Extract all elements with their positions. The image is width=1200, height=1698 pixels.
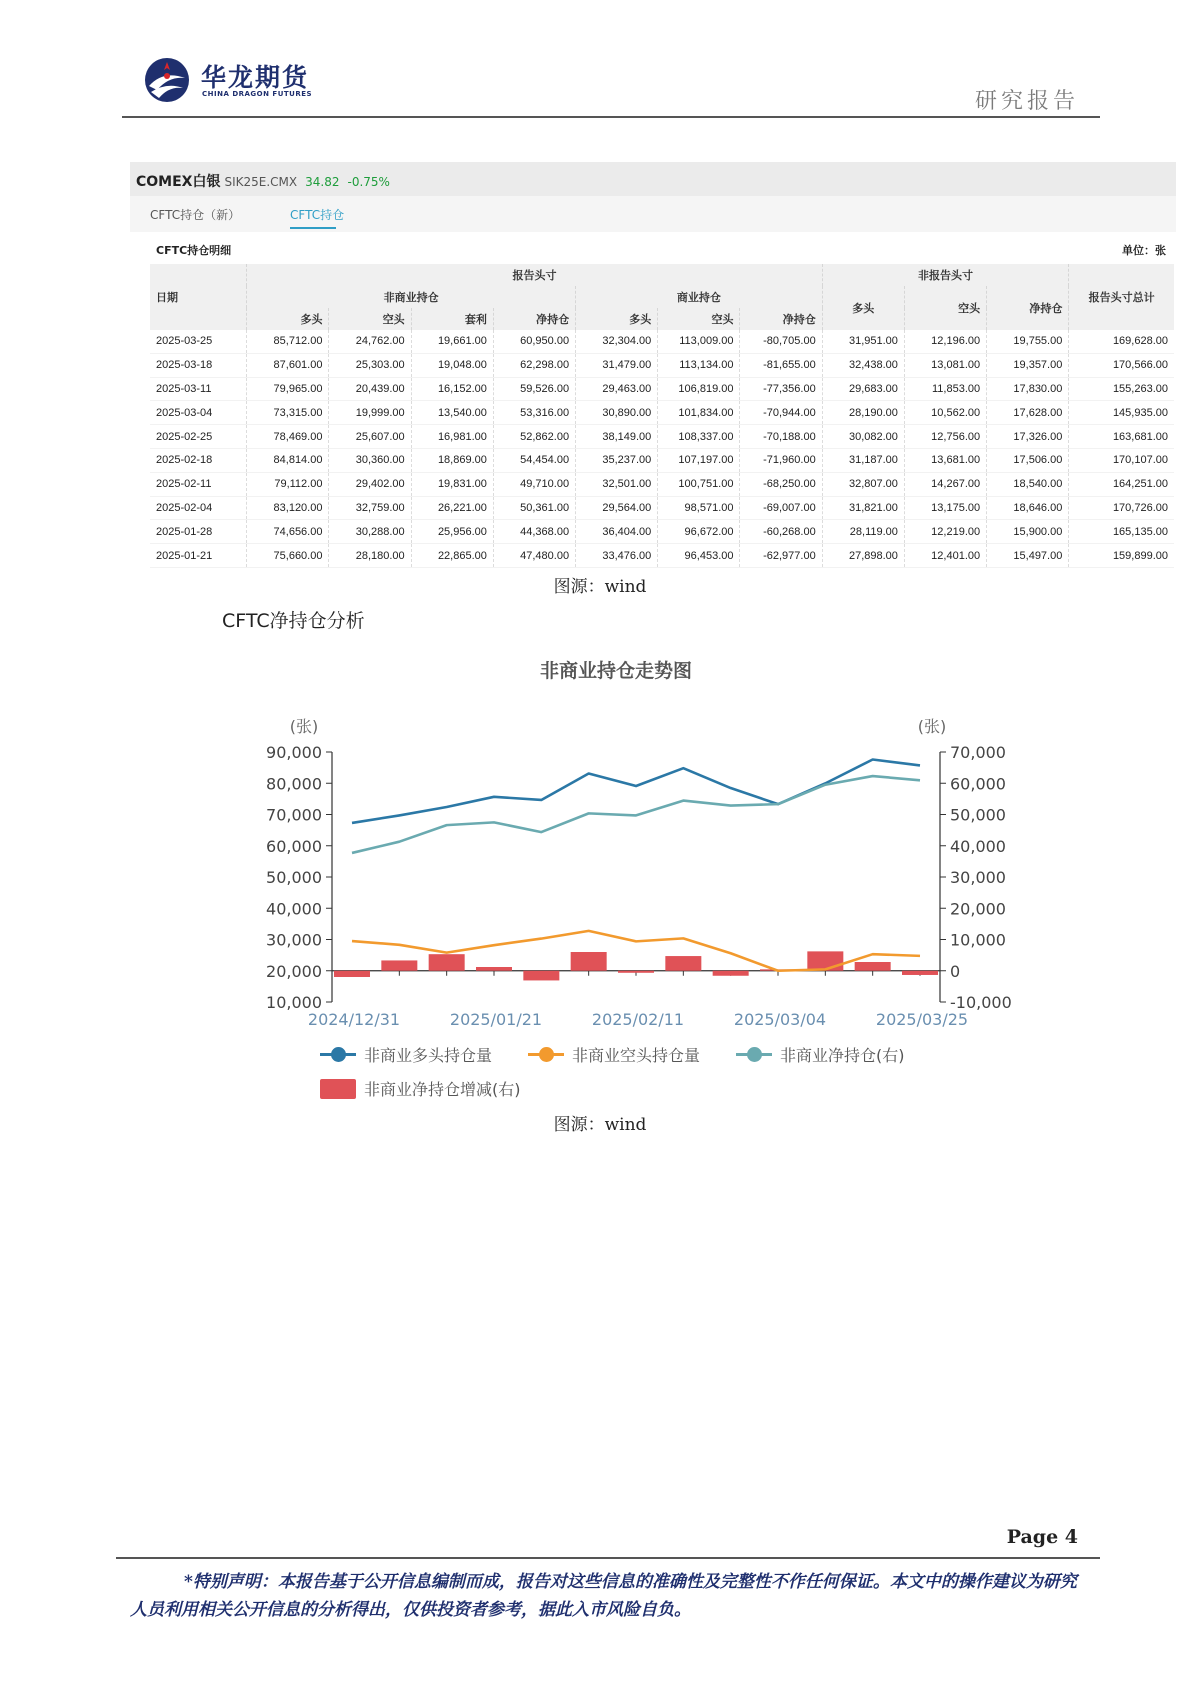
table-cell: 17,506.00 <box>987 448 1069 472</box>
instrument-code: SIK25E.CMX <box>224 175 298 189</box>
table-cell: 30,360.00 <box>329 448 411 472</box>
legend-marker <box>331 1047 346 1062</box>
table-cell: 52,862.00 <box>493 425 575 449</box>
table-cell: 10,562.00 <box>904 401 986 425</box>
col-total: 报告头寸总计 <box>1069 264 1174 330</box>
page-number: Page 4 <box>1006 1526 1078 1548</box>
col-nr-net: 净持仓 <box>987 286 1069 330</box>
table-cell: 50,361.00 <box>493 496 575 520</box>
col-c-net: 净持仓 <box>740 308 822 330</box>
legend-marker <box>320 1079 356 1099</box>
row-date: 2025-03-04 <box>150 401 247 425</box>
table-cell: 15,497.00 <box>987 544 1069 568</box>
instrument-change: -0.75% <box>347 175 390 189</box>
left-tick-label: 50,000 <box>266 868 322 887</box>
x-tick-label: 2025/02/11 <box>591 1010 685 1029</box>
row-date: 2025-02-25 <box>150 425 247 449</box>
table-cell: 165,135.00 <box>1069 520 1174 544</box>
table-cell: -71,960.00 <box>740 448 822 472</box>
table-cell: 19,755.00 <box>987 330 1069 353</box>
col-nr-long: 多头 <box>822 286 904 330</box>
table-cell: 24,762.00 <box>329 330 411 353</box>
table-cell: 28,180.00 <box>329 544 411 568</box>
table-cell: -69,007.00 <box>740 496 822 520</box>
table-cell: 18,646.00 <box>987 496 1069 520</box>
figure-source-caption-2: 图源：wind <box>553 1115 647 1135</box>
left-tick-label: 30,000 <box>266 930 322 950</box>
x-tick-label: 2024/12/31 <box>307 1010 401 1029</box>
left-tick-label: 20,000 <box>266 961 322 981</box>
table-cell: 53,316.00 <box>493 401 575 425</box>
net-change-bar <box>665 956 701 971</box>
table-cell: 17,326.00 <box>987 425 1069 449</box>
table-cell: 32,438.00 <box>822 353 904 377</box>
instrument-name: COMEX白银 <box>136 174 221 190</box>
table-cell: -70,944.00 <box>740 401 822 425</box>
table-cell: 54,454.00 <box>493 448 575 472</box>
net-change-bar <box>381 960 417 970</box>
col-group-non-reportable: 非报告头寸 <box>822 264 1069 286</box>
table-cell: 79,965.00 <box>247 377 329 401</box>
table-cell: 35,237.00 <box>576 448 658 472</box>
net-change-bar <box>713 971 749 976</box>
left-tick-label: 70,000 <box>266 805 322 825</box>
right-tick-label: 70,000 <box>950 743 1006 762</box>
table-cell: 145,935.00 <box>1069 401 1174 425</box>
left-tick-label: 90,000 <box>266 743 322 762</box>
table-cell: 13,175.00 <box>904 496 986 520</box>
col-nr-short: 空头 <box>904 286 986 330</box>
net-change-bar <box>476 967 512 971</box>
table-cell: 20,439.00 <box>329 377 411 401</box>
table-cell: 79,112.00 <box>247 472 329 496</box>
table-cell: 96,453.00 <box>658 544 740 568</box>
table-cell: 12,756.00 <box>904 425 986 449</box>
left-tick-label: 60,000 <box>266 836 322 856</box>
unit-label: 单位：张 <box>1122 244 1166 257</box>
brand-name: 华龙期货 <box>201 63 310 92</box>
right-tick-label: 60,000 <box>950 774 1006 794</box>
table-cell: 163,681.00 <box>1069 425 1174 449</box>
table-cell: 19,999.00 <box>329 401 411 425</box>
col-nc-long: 多头 <box>247 308 329 330</box>
table-cell: -62,977.00 <box>740 544 822 568</box>
table-cell: 17,628.00 <box>987 401 1069 425</box>
right-tick-label: 10,000 <box>950 930 1006 950</box>
table-cell: 31,951.00 <box>822 330 904 353</box>
report-type: 研究报告 <box>974 89 1079 114</box>
table-cell: 19,357.00 <box>987 353 1069 377</box>
row-date: 2025-03-25 <box>150 330 247 353</box>
table-cell: 32,501.00 <box>576 472 658 496</box>
table-cell: 170,107.00 <box>1069 448 1174 472</box>
legend-marker <box>747 1047 762 1062</box>
table-cell: 59,526.00 <box>493 377 575 401</box>
table-cell: 31,479.00 <box>576 353 658 377</box>
table-cell: 96,672.00 <box>658 520 740 544</box>
col-nc-spread: 套利 <box>411 308 493 330</box>
table-cell: 113,009.00 <box>658 330 740 353</box>
table-cell: 11,853.00 <box>904 377 986 401</box>
net-change-bar <box>807 951 843 970</box>
net-change-bar <box>618 971 654 973</box>
table-cell: -70,188.00 <box>740 425 822 449</box>
table-cell: 108,337.00 <box>658 425 740 449</box>
table-cell: 13,081.00 <box>904 353 986 377</box>
col-group-reportable: 报告头寸 <box>247 264 822 286</box>
table-cell: 29,402.00 <box>329 472 411 496</box>
row-date: 2025-02-04 <box>150 496 247 520</box>
table-cell: 13,681.00 <box>904 448 986 472</box>
table-cell: 28,190.00 <box>822 401 904 425</box>
section-heading: CFTC净持仓分析 <box>222 610 365 632</box>
table-cell: 44,368.00 <box>493 520 575 544</box>
table-cell: -60,268.00 <box>740 520 822 544</box>
right-tick-label: 20,000 <box>950 899 1006 919</box>
x-tick-label: 2025/03/04 <box>733 1010 827 1029</box>
right-axis-unit: (张) <box>917 717 947 736</box>
x-tick-label: 2025/01/21 <box>449 1010 543 1029</box>
table-cell: 60,950.00 <box>493 330 575 353</box>
legend-label: 非商业净持仓增减(右) <box>364 1080 521 1099</box>
right-tick-label: 40,000 <box>950 836 1006 856</box>
right-tick-label: -10,000 <box>950 993 1012 1012</box>
table-cell: 25,956.00 <box>411 520 493 544</box>
table-cell: 17,830.00 <box>987 377 1069 401</box>
table-cell: 30,288.00 <box>329 520 411 544</box>
row-date: 2025-03-18 <box>150 353 247 377</box>
legend-label: 非商业空头持仓量 <box>572 1046 701 1065</box>
left-axis-unit: (张) <box>289 717 319 736</box>
row-date: 2025-02-18 <box>150 448 247 472</box>
right-tick-label: 50,000 <box>950 805 1006 825</box>
table-cell: 47,480.00 <box>493 544 575 568</box>
table-cell: 16,152.00 <box>411 377 493 401</box>
instrument-price: 34.82 <box>305 175 340 189</box>
table-cell: 75,660.00 <box>247 544 329 568</box>
row-date: 2025-03-11 <box>150 377 247 401</box>
table-cell: 19,831.00 <box>411 472 493 496</box>
net-change-bar <box>855 962 891 971</box>
table-section-title: CFTC持仓明细 <box>156 244 232 257</box>
table-cell: 19,048.00 <box>411 353 493 377</box>
table-cell: 32,304.00 <box>576 330 658 353</box>
table-cell: 30,890.00 <box>576 401 658 425</box>
brand-english-name: CHINA DRAGON FUTURES <box>202 90 313 98</box>
table-cell: 25,303.00 <box>329 353 411 377</box>
col-date: 日期 <box>150 264 247 330</box>
col-nc-short: 空头 <box>329 308 411 330</box>
disclaimer: *特别声明：本报告基于公开信息编制而成，报告对这些信息的准确性及完整性不作任何保证。本文中的操作建议为研究人员利用相关公开信息的分析得出，仅供投资者参考，据此入市风险自负。 <box>130 1572 1077 1620</box>
table-cell: 62,298.00 <box>493 353 575 377</box>
row-date: 2025-01-28 <box>150 520 247 544</box>
net-change-bar <box>902 971 938 975</box>
table-cell: 36,404.00 <box>576 520 658 544</box>
series-line <box>352 776 920 853</box>
table-cell: 12,219.00 <box>904 520 986 544</box>
col-c-short: 空头 <box>658 308 740 330</box>
table-cell: 18,540.00 <box>987 472 1069 496</box>
footer-divider <box>116 1557 1100 1559</box>
table-cell: 170,726.00 <box>1069 496 1174 520</box>
table-cell: 73,315.00 <box>247 401 329 425</box>
net-change-bar <box>571 952 607 971</box>
net-change-bar <box>334 971 370 977</box>
col-group-commercial: 商业持仓 <box>576 286 823 308</box>
table-cell: 32,807.00 <box>822 472 904 496</box>
table-cell: 14,267.00 <box>904 472 986 496</box>
table-cell: 32,759.00 <box>329 496 411 520</box>
legend-marker <box>539 1047 554 1062</box>
tab-cftc[interactable]: CFTC持仓 <box>290 208 345 222</box>
series-line <box>352 759 920 822</box>
table-cell: 27,898.00 <box>822 544 904 568</box>
table-cell: -80,705.00 <box>740 330 822 353</box>
col-c-long: 多头 <box>576 308 658 330</box>
table-cell: 29,564.00 <box>576 496 658 520</box>
table-cell: 26,221.00 <box>411 496 493 520</box>
table-cell: 12,401.00 <box>904 544 986 568</box>
col-nc-net: 净持仓 <box>493 308 575 330</box>
table-cell: 31,821.00 <box>822 496 904 520</box>
table-cell: 12,196.00 <box>904 330 986 353</box>
tab-cftc-new[interactable]: CFTC持仓（新） <box>150 208 241 222</box>
table-cell: 19,661.00 <box>411 330 493 353</box>
table-cell: 25,607.00 <box>329 425 411 449</box>
table-cell: 74,656.00 <box>247 520 329 544</box>
table-cell: 98,571.00 <box>658 496 740 520</box>
table-cell: 85,712.00 <box>247 330 329 353</box>
table-cell: -81,655.00 <box>740 353 822 377</box>
table-cell: 13,540.00 <box>411 401 493 425</box>
net-change-bar <box>429 954 465 971</box>
table-cell: 87,601.00 <box>247 353 329 377</box>
table-cell: 15,900.00 <box>987 520 1069 544</box>
table-cell: 29,683.00 <box>822 377 904 401</box>
table-cell: 28,119.00 <box>822 520 904 544</box>
table-cell: 31,187.00 <box>822 448 904 472</box>
table-cell: 49,710.00 <box>493 472 575 496</box>
chart-title: 非商业持仓走势图 <box>539 660 692 682</box>
table-cell: 83,120.00 <box>247 496 329 520</box>
left-tick-label: 80,000 <box>266 774 322 794</box>
table-cell: 30,082.00 <box>822 425 904 449</box>
table-cell: 22,865.00 <box>411 544 493 568</box>
table-cell: 107,197.00 <box>658 448 740 472</box>
table-cell: 16,981.00 <box>411 425 493 449</box>
figure-source-caption: 图源：wind <box>553 577 647 597</box>
right-tick-label: 30,000 <box>950 868 1006 887</box>
table-cell: 169,628.00 <box>1069 330 1174 353</box>
x-tick-label: 2025/03/25 <box>875 1010 969 1029</box>
table-cell: 164,251.00 <box>1069 472 1174 496</box>
table-cell: 33,476.00 <box>576 544 658 568</box>
table-cell: 18,869.00 <box>411 448 493 472</box>
table-cell: 100,751.00 <box>658 472 740 496</box>
table-cell: 113,134.00 <box>658 353 740 377</box>
table-cell: 155,263.00 <box>1069 377 1174 401</box>
table-cell: 29,463.00 <box>576 377 658 401</box>
net-change-bar <box>523 971 559 981</box>
col-group-non-commercial: 非商业持仓 <box>247 286 576 308</box>
row-date: 2025-01-21 <box>150 544 247 568</box>
table-cell: 78,469.00 <box>247 425 329 449</box>
table-cell: 170,566.00 <box>1069 353 1174 377</box>
right-tick-label: 0 <box>950 961 961 981</box>
table-cell: -77,356.00 <box>740 377 822 401</box>
table-cell: 38,149.00 <box>576 425 658 449</box>
table-cell: 106,819.00 <box>658 377 740 401</box>
legend-label: 非商业多头持仓量 <box>364 1046 493 1065</box>
table-cell: -68,250.00 <box>740 472 822 496</box>
row-date: 2025-02-11 <box>150 472 247 496</box>
table-cell: 101,834.00 <box>658 401 740 425</box>
left-tick-label: 10,000 <box>266 993 322 1012</box>
table-cell: 159,899.00 <box>1069 544 1174 568</box>
table-cell: 84,814.00 <box>247 448 329 472</box>
left-tick-label: 40,000 <box>266 899 322 919</box>
legend-label: 非商业净持仓(右) <box>780 1046 905 1065</box>
